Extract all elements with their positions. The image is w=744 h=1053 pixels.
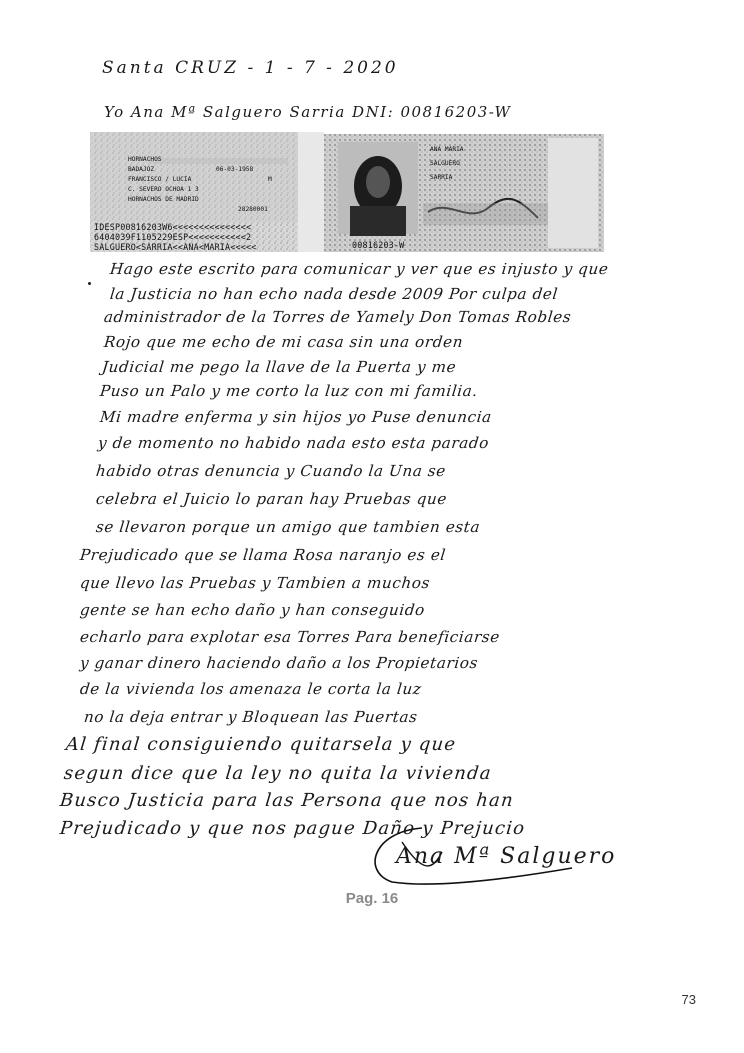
letter-line: la Justicia no han echo nada desde 2009 Por culpa del <box>109 285 559 303</box>
letter-line: se llevaron porque un amigo que tambien esta <box>95 518 482 536</box>
letter-line: Rojo que me echo de mi casa sin una orden <box>103 333 465 351</box>
letter-line: segun dice que la ley no quita la vivienda <box>62 763 493 784</box>
card-names: FRANCISCO / LUCIA <box>128 176 192 183</box>
card-place: HORNACHOS DE MADRID <box>128 196 199 203</box>
date-line: Santa CRUZ - 1 - 7 - 2020 <box>102 58 399 78</box>
letter-line: y de momento no habido nada esto esta parado <box>97 434 490 452</box>
pag-label: Pag. 16 <box>345 890 399 907</box>
letter-line: habido otras denuncia y Cuando la Una se <box>95 462 447 480</box>
letter-line: no la deja entrar y Bloquean las Puertas <box>83 708 419 726</box>
mrz-line-3: SALGUERO<SARRIA<<ANA<MARIA<<<<< <box>94 242 257 252</box>
card-back-name-3: SARRIA <box>430 174 453 181</box>
letter-line: echarlo para explotar esa Torres Para beneficiarse <box>79 628 501 646</box>
letter-line: celebra el Juicio lo paran hay Pruebas que <box>95 490 449 508</box>
letter-line: Puso un Palo y me corto la luz con mi familia. <box>99 382 479 400</box>
margin-dot <box>88 282 91 285</box>
card-back-name-1: ANA MARIA <box>430 146 464 153</box>
card-surname-2: BADAJOZ <box>128 166 155 173</box>
letter-line: Judicial me pego la llave de la Puerta y me <box>101 358 458 376</box>
mrz-line-2: 6404039F1105229ESP<<<<<<<<<<<2 <box>94 232 252 242</box>
mrz-line-1: IDESP00816203W6<<<<<<<<<<<<<<< <box>94 222 252 232</box>
letter-line: Prejudicado que se llama Rosa naranjo es el <box>79 546 447 564</box>
letter-line: de la vivienda los amenaza le corta la luz <box>79 680 423 698</box>
letter-line: Al final consiguiendo quitarsela y que <box>64 734 458 755</box>
letter-line: Mi madre enferma y sin hijos yo Puse denuncia <box>99 408 493 426</box>
card-back-name-2: SALGUERO <box>430 160 460 167</box>
letter-line: Prejudicado y que nos pague Daño y Prejucio <box>58 818 527 839</box>
letter-line: y ganar dinero haciendo daño a los Propietarios <box>79 654 479 672</box>
letter-line: Busco Justicia para las Persona que nos han <box>58 790 515 811</box>
letter-line: que llevo las Pruebas y Tambien a muchos <box>79 574 431 592</box>
signature-text: Ana Mª Salguero <box>396 844 617 869</box>
letter-line: Hago este escrito para comunicar y ver que es injusto y que <box>109 260 610 278</box>
id-line: Yo Ana Mª Salguero Sarria DNI: 00816203-W <box>104 103 512 121</box>
signature <box>362 822 617 888</box>
id-card-photocopy <box>88 128 608 256</box>
card-surname-1: HORNACHOS <box>128 156 162 163</box>
card-number: 28280001 <box>238 206 268 213</box>
letter-line: administrador de la Torres de Yamely Don Tomas Robles <box>103 308 573 326</box>
page-number: 73 <box>681 992 696 1007</box>
card-back-number: 00816203-W <box>352 240 405 250</box>
card-address: C. SEVERO OCHOA 1 3 <box>128 186 199 193</box>
card-sex: M <box>268 176 272 183</box>
card-date: 06-03-1958 <box>216 166 254 173</box>
letter-line: gente se han echo daño y han conseguido <box>79 601 426 619</box>
